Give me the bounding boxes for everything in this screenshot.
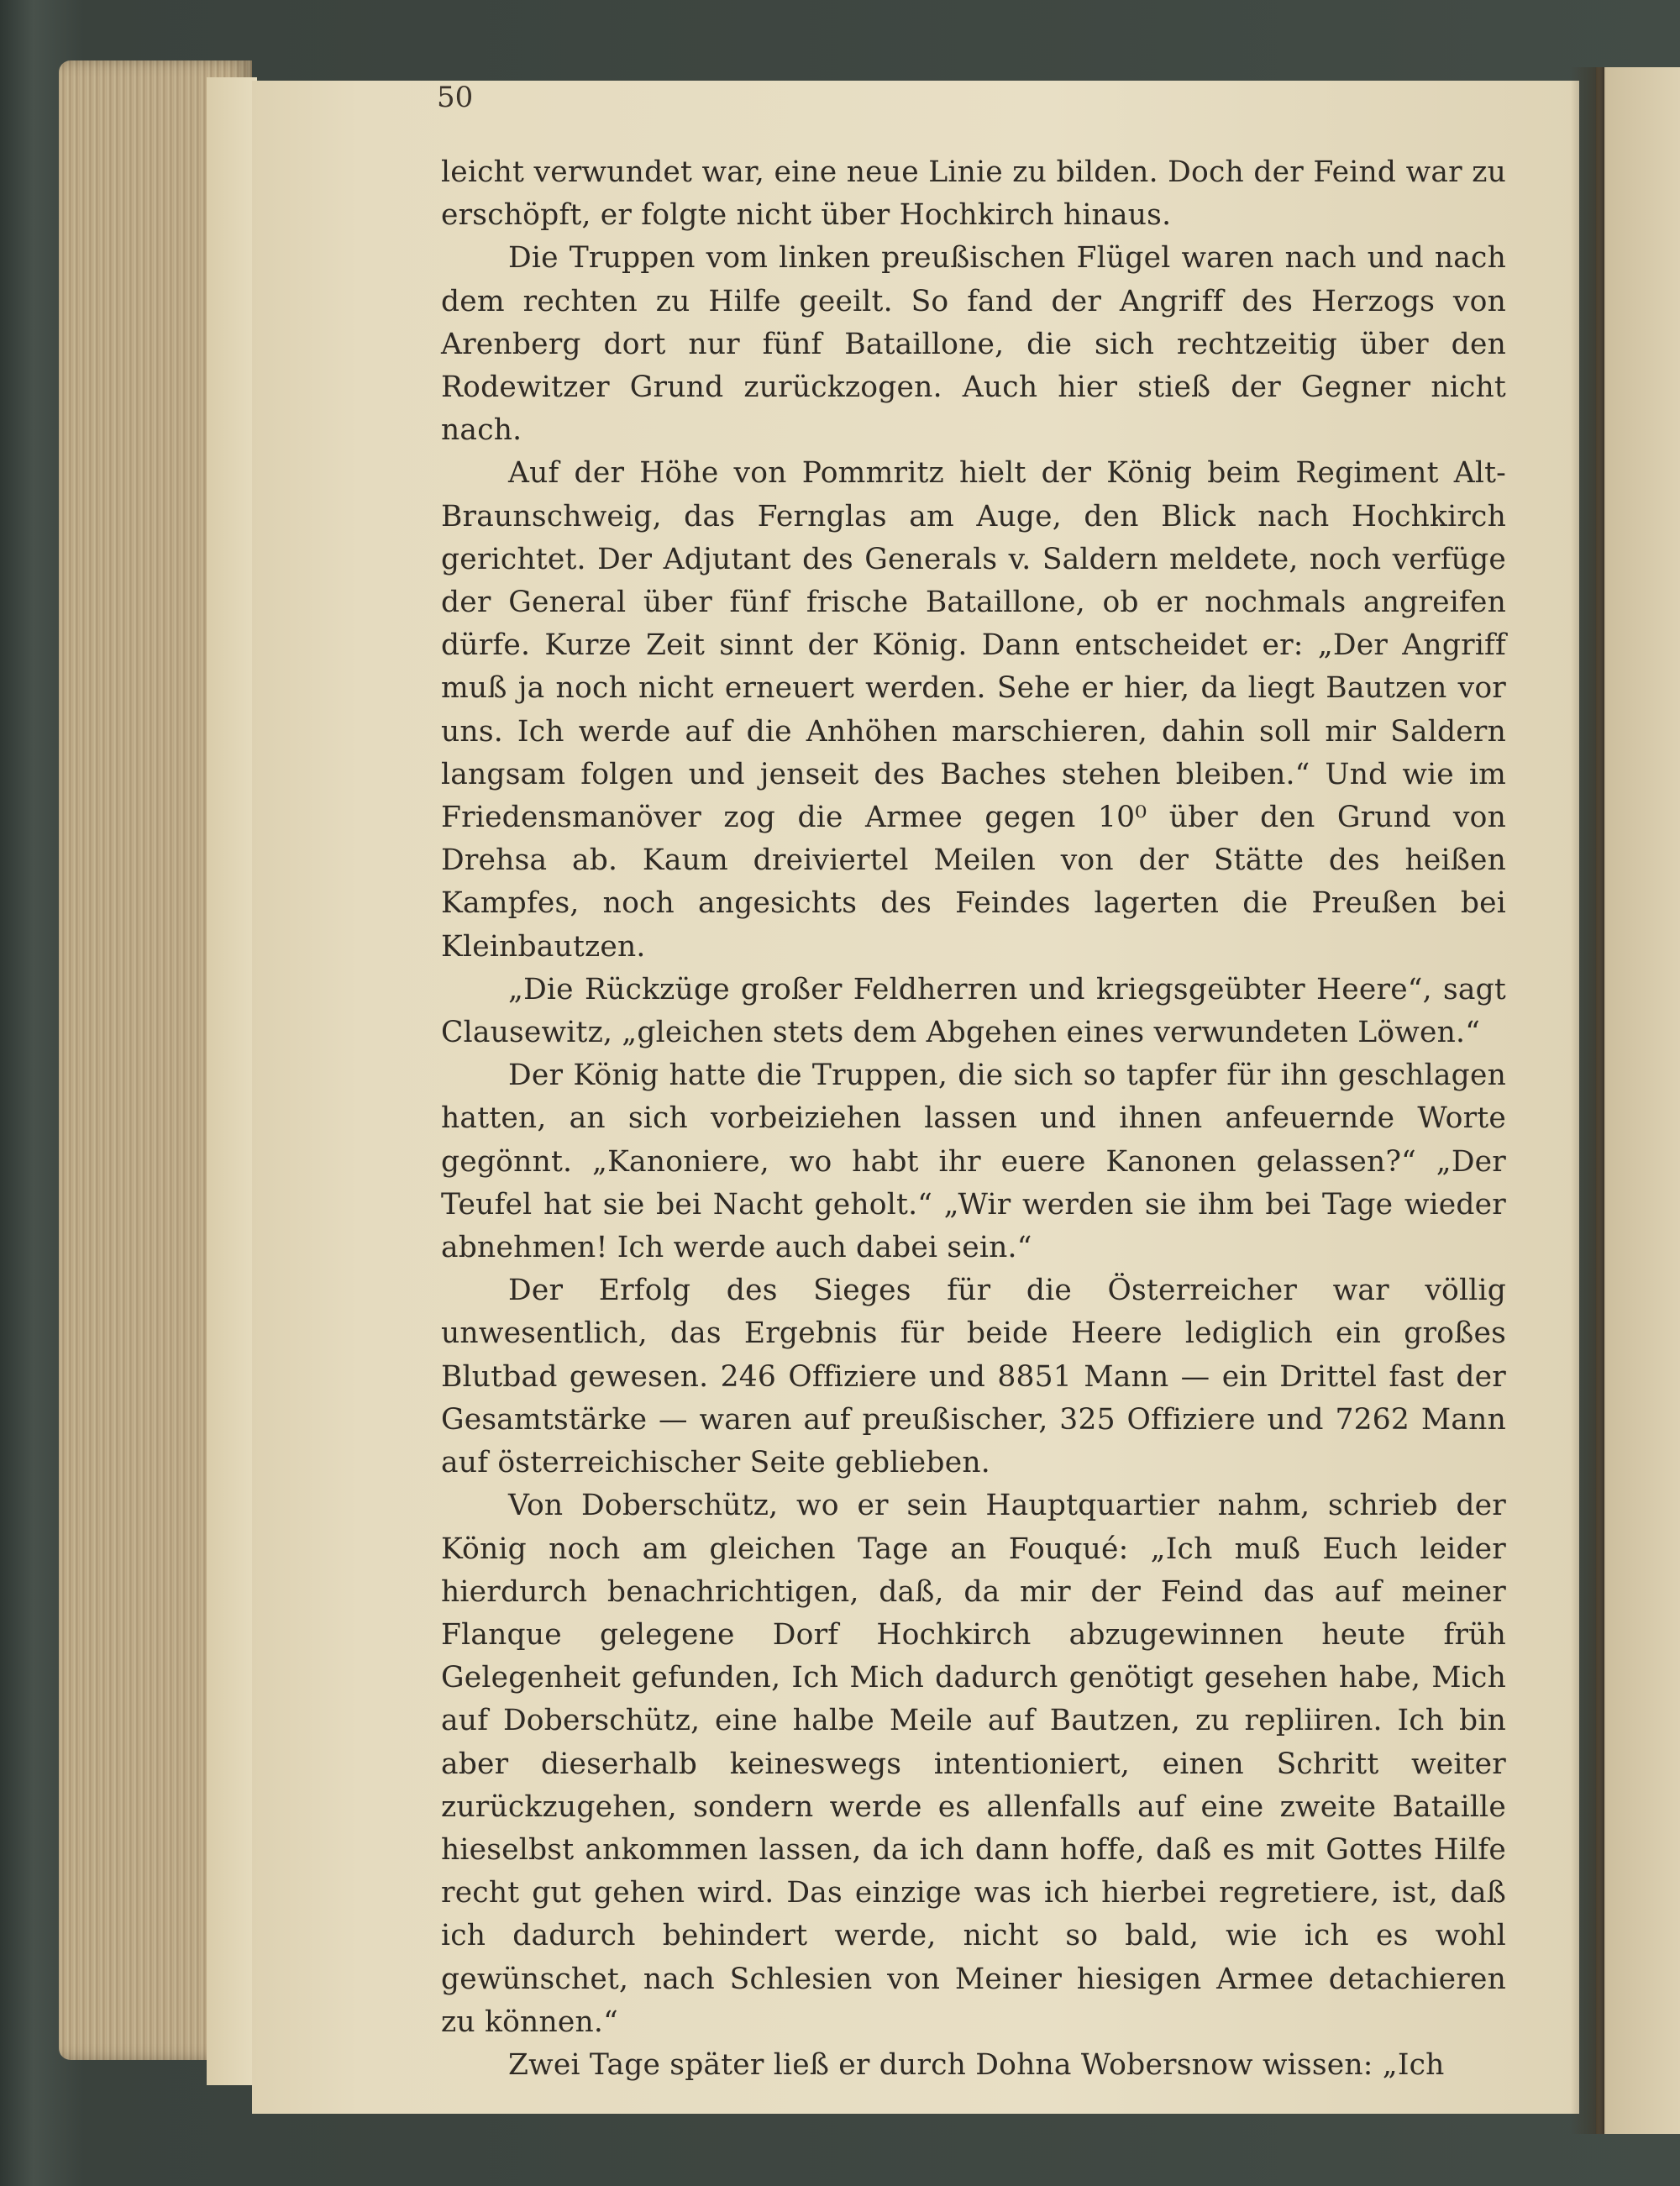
paragraph: Der Erfolg des Sieges für die Österreicher war völlig unwesentlich, das Ergebnis für beide Heere lediglich ein großes Blutbad gewesen. 246 Offiziere und 8851 Mann — ein Drittel fast der Gesamtstärke — waren auf preußischer, 325 Offiziere und 7262 Mann auf österreichischer Seite geblieben. bbox=[441, 1274, 1506, 1480]
page-edge bbox=[207, 77, 257, 2085]
paragraph: Zwei Tage später ließ er durch Dohna Wobersnow wissen: „Ich bbox=[508, 2047, 1445, 2082]
paragraph: Auf der Höhe von Pommritz hielt der König beim Regiment Alt-Braunschweig, das Fernglas am Auge, den Blick nach Hochkirch gerichtet. Der Adjutant des Generals v. Saldern meldete, noch verfüge der General über fünf frische Bataillone, ob er nochmals angreifen dürfe. Kurze Zeit sinnt der König. Dann entscheidet er: „Der Angriff muß ja noch nicht erneuert werden. Sehe er hier, da liegt Bautzen vor uns. Ich werde auf die Anhöhen marschieren, dahin soll mir Saldern langsam folgen und jenseit des Baches stehen bleiben.“ Und wie im Friedensmanöver zog die Armee gegen 10⁰ über den Grund von Drehsa ab. Kaum dreiviertel Meilen von der Stätte des heißen Kampfes, noch angesichts des Feindes lagerten die Preußen bei Kleinbautzen. bbox=[441, 456, 1506, 964]
paragraph: Die Truppen vom linken preußischen Flügel waren nach und nach dem rechten zu Hilfe geeilt. So fand der Angriff des Herzogs von Arenberg dort nur fünf Bataillone, die sich rechtzeitig über den Rodewitzer Grund zurückzogen. Auch hier stieß der Gegner nicht nach. bbox=[441, 241, 1506, 448]
body-text bbox=[441, 151, 1506, 2087]
page-gutter-shadow bbox=[1571, 67, 1604, 2134]
paragraph: Von Doberschütz, wo er sein Hauptquartier nahm, schrieb der König noch am gleichen Tage an Fouqué: „Ich muß Euch leider hierdurch benachrichtigen, daß, da mir der Feind das auf meiner Flanque gelegene Dorf Hochkirch abzugewinnen heute früh Gelegenheit gefunden, Ich Mich dadurch genötigt gesehen habe, Mich auf Doberschütz, eine halbe Meile auf Bautzen, zu repliiren. Ich bin aber dieserhalb keineswegs intentioniert, einen Schritt weiter zurückzugehen, sondern werde es allenfalls auf eine zweite Bataille hieselbst ankommen lassen, da ich dann hoffe, daß es mit Gottes Hilfe recht gut gehen wird. Das einzige was ich hierbei regretiere, ist, daß ich dadurch behindert werde, nicht so bald, wie ich es wohl gewünschet, nach Schlesien von Meiner hiesigen Armee detachieren zu können.“ bbox=[441, 1489, 1506, 2039]
paragraph-continued: leicht verwundet war, eine neue Linie zu bilden. Doch der Feind war zu erschöpft, er folgte nicht über Hochkirch hinaus. bbox=[441, 155, 1506, 233]
paragraph: Der König hatte die Truppen, die sich so tapfer für ihn geschlagen hatten, an sich vorbeiziehen lassen und ihnen anfeuernde Worte gegönnt. „Kanoniere, wo habt ihr euere Kanonen gelassen?“ „Der Teufel hat sie bei Nacht geholt.“ „Wir werden sie ihm bei Tage wieder abnehmen! Ich werde auch dabei sein.“ bbox=[441, 1059, 1506, 1265]
paragraph: „Die Rückzüge großer Feldherren und kriegsgeübter Heere“, sagt Clausewitz, „gleichen stets dem Abgehen eines verwundeten Löwen.“ bbox=[441, 972, 1506, 1050]
page-number: 50 bbox=[437, 81, 474, 114]
facing-page-edge bbox=[1596, 67, 1680, 2134]
